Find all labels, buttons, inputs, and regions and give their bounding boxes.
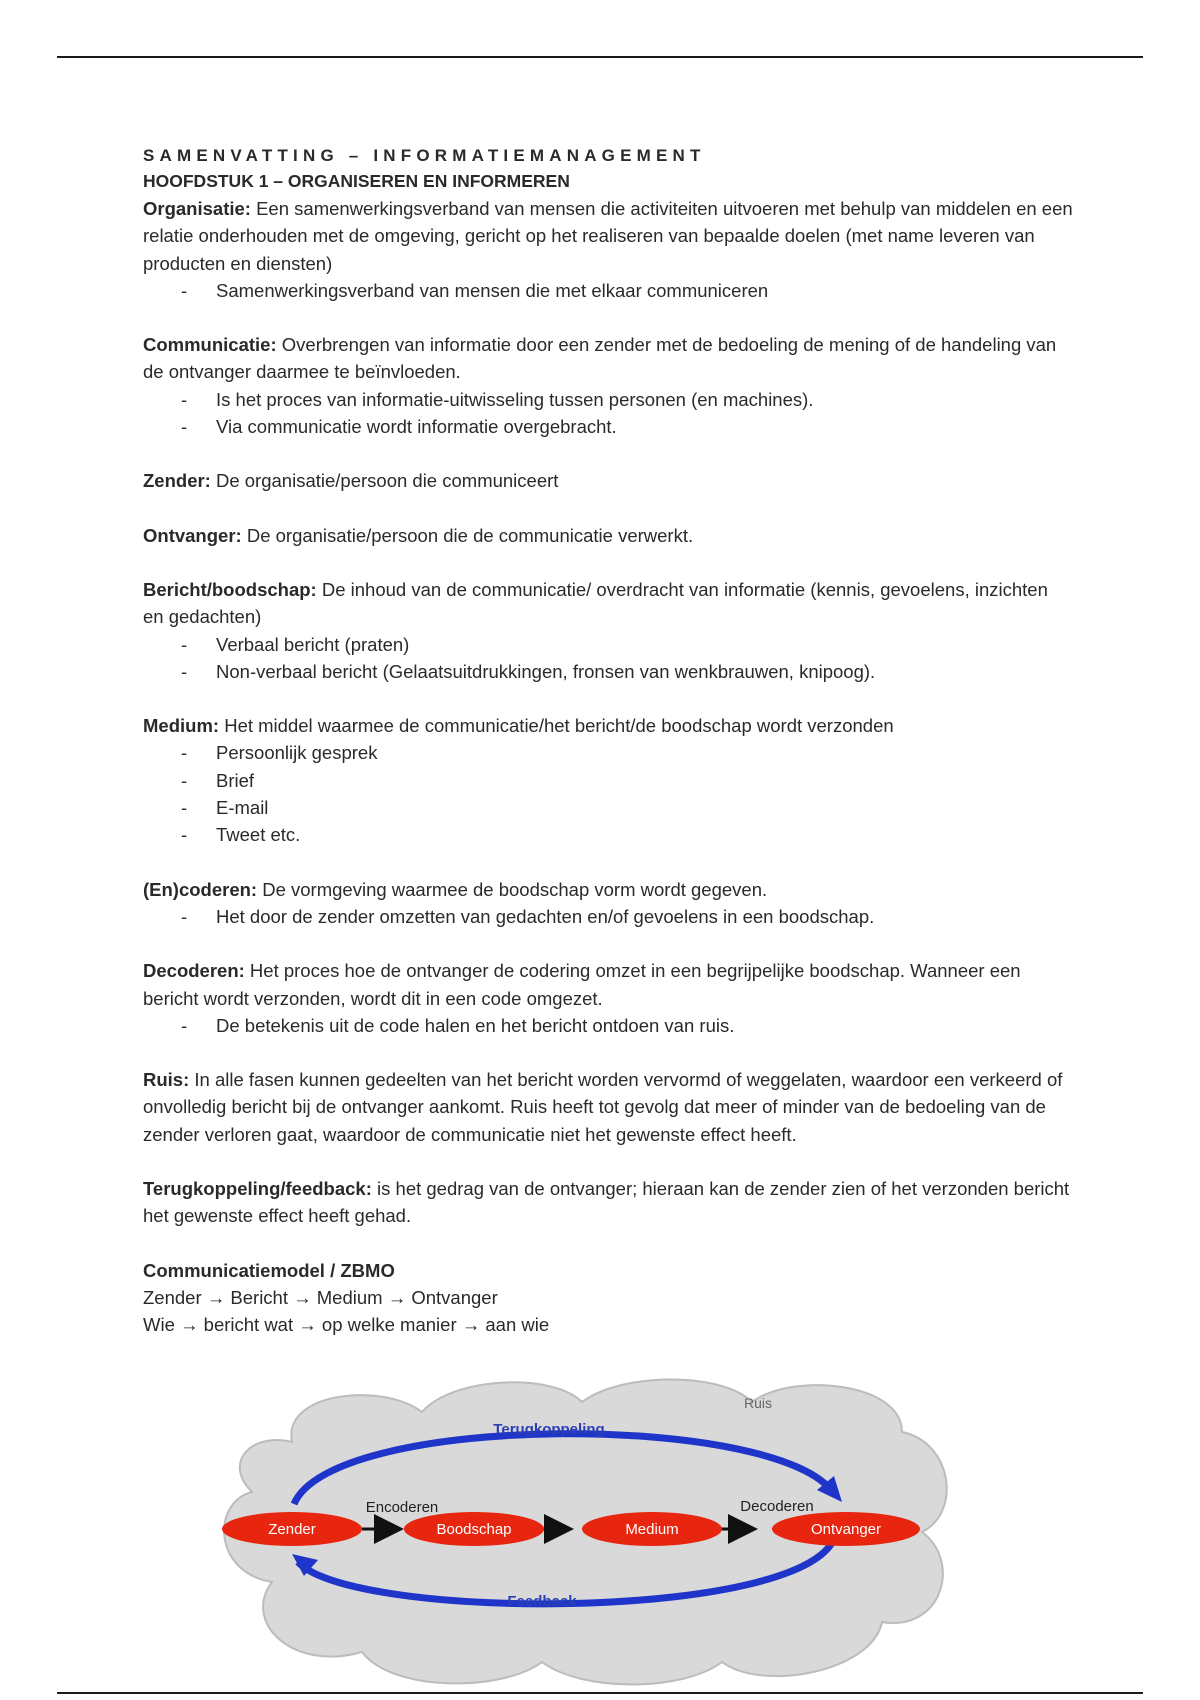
definition-section — [143, 957, 1073, 1039]
communication-diagram — [222, 1372, 958, 1692]
definition-text: Het proces hoe de ontvanger de codering omzet in een begrijpelijke boodschap. Wanneer een bericht wordt verzonden, wordt dit in een code omgezet. — [143, 960, 1021, 1009]
arrow-right-icon: → — [387, 1286, 407, 1308]
definition-paragraph — [143, 1066, 1073, 1148]
definition-paragraph — [143, 522, 1073, 549]
paragraph-gap — [143, 1230, 1073, 1257]
definition-paragraph — [143, 331, 1073, 386]
definition-text: De organisatie/persoon die de communicatie verwerkt. — [241, 524, 694, 546]
document-title: SAMENVATTING – INFORMATIEMANAGEMENT — [143, 146, 706, 165]
node-label-medium: Medium — [625, 1521, 679, 1538]
paragraph-gap — [143, 849, 1073, 876]
top-loop-label: Terugkoppeling — [493, 1421, 605, 1438]
arrow-right-icon: → — [298, 1314, 317, 1336]
definition-term: Organisatie: — [143, 198, 251, 219]
bullet-list — [143, 739, 1073, 848]
sections — [143, 195, 1073, 1257]
model-section — [143, 1257, 1073, 1339]
diagram-svg — [222, 1372, 958, 1692]
model-step: Wie — [143, 1314, 175, 1336]
paragraph-gap — [143, 304, 1073, 331]
arrow-right-icon: → — [180, 1314, 199, 1336]
definition-section — [143, 467, 1073, 494]
arrow-right-icon: → — [293, 1286, 312, 1308]
definition-text: Het middel waarmee de communicatie/het bericht/de boodschap wordt verzonden — [219, 715, 894, 737]
bullet-list — [143, 1012, 1073, 1039]
definition-term: Terugkoppeling/feedback: — [143, 1178, 372, 1200]
definition-term: Ontvanger: — [143, 524, 242, 546]
definition-paragraph — [143, 195, 1073, 277]
bullet-item: - Tweet etc. — [143, 821, 1073, 848]
definition-text: De vormgeving waarmee de boodschap vorm wordt gegeven. — [257, 878, 768, 900]
model-step: Ontvanger — [411, 1286, 498, 1308]
definition-term: Ruis: — [143, 1069, 190, 1091]
definition-text: De inhoud van de communicatie/ overdracht van informatie (kennis, gevoelens, inzichten en gedachten) — [143, 578, 1048, 628]
model-line-1 — [143, 1284, 1073, 1311]
bullet-list — [143, 386, 1073, 441]
definition-section — [143, 331, 1073, 440]
top-rule — [57, 56, 1143, 58]
bullet-list — [143, 903, 1073, 930]
paragraph-gap — [143, 1148, 1073, 1175]
definition-section — [143, 876, 1073, 931]
model-step: aan wie — [485, 1314, 550, 1336]
bullet-item: - Persoonlijk gesprek — [143, 739, 1073, 766]
model-line-2 — [143, 1311, 1073, 1338]
definition-term: Communicatie: — [143, 334, 277, 356]
bullet-item: - Samenwerkingsverband van mensen die met elkaar communiceren — [143, 277, 1073, 304]
bottom-rule — [57, 1692, 1143, 1694]
bullet-item: - Het door de zender omzetten van gedachten en/of gevoelens in een boodschap. — [143, 903, 1073, 930]
model-step: Bericht — [230, 1286, 288, 1308]
definition-paragraph — [143, 576, 1073, 631]
bullet-item: - E-mail — [143, 794, 1073, 821]
paragraph-gap — [143, 440, 1073, 467]
definition-text: Overbrengen van informatie door een zender met de bedoeling de mening of de handeling van de ontvanger daarmee te beïnvloeden. — [143, 334, 1057, 383]
definition-section — [143, 195, 1073, 304]
definition-term: (En)coderen: — [143, 878, 258, 900]
definition-section — [143, 712, 1073, 848]
definition-term: Bericht/boodschap: — [143, 578, 317, 600]
definition-term: Zender: — [143, 470, 211, 492]
decode-label: Decoderen — [740, 1498, 814, 1515]
noise-label: Ruis — [744, 1395, 773, 1411]
definition-paragraph — [143, 712, 1073, 739]
bullet-item: - Non-verbaal bericht (Gelaatsuitdrukkingen, fronsen van wenkbrauwen, knipoog). — [143, 658, 1073, 685]
node-label-ontvanger: Ontvanger — [810, 1521, 882, 1538]
bottom-loop-label: Feedback — [507, 1593, 577, 1610]
definition-text: In alle fasen kunnen gedeelten van het bericht worden vervormd of weggelaten, waardoor een verkeerd of onvolledig bericht bij de ontvanger aankomt. Ruis heeft tot gevolg dat meer of minder van de bedoeling van de zender verloren gaat, waardoor de communicatie niet het gewenste effect heeft. — [143, 1069, 1063, 1145]
bullet-list — [143, 277, 1073, 304]
model-step: op welke manier — [321, 1314, 457, 1336]
chapter-heading: HOOFDSTUK 1 – ORGANISEREN EN INFORMEREN — [143, 171, 570, 191]
bullet-list — [143, 631, 1073, 686]
document-body — [143, 145, 1073, 1339]
paragraph-gap — [143, 1039, 1073, 1066]
encode-label: Encoderen — [365, 1499, 439, 1516]
bullet-item: - Is het proces van informatie-uitwisseling tussen personen (en machines). — [143, 386, 1073, 413]
definition-section — [143, 1066, 1073, 1148]
paragraph-gap — [143, 495, 1073, 522]
bullet-item: - Verbaal bericht (praten) — [143, 631, 1073, 658]
definition-section — [143, 1175, 1073, 1230]
arrow-right-icon: → — [461, 1314, 481, 1336]
arrow-right-icon: → — [206, 1286, 226, 1308]
definition-paragraph — [143, 1175, 1073, 1230]
definition-text: is het gedrag van de ontvanger; hieraan kan de zender zien of het verzonden bericht het gewenste effect heeft gehad. — [143, 1178, 1070, 1227]
bullet-item: - De betekenis uit de code halen en het bericht ontdoen van ruis. — [143, 1012, 1073, 1039]
node-label-zender: Zender — [268, 1521, 316, 1538]
definition-section — [143, 576, 1073, 685]
definition-section — [143, 522, 1073, 549]
model-step: Medium — [316, 1286, 383, 1308]
definition-term: Medium: — [143, 715, 220, 737]
model-heading: Communicatiemodel / ZBMO — [143, 1259, 395, 1281]
paragraph-gap — [143, 549, 1073, 576]
definition-paragraph — [143, 467, 1073, 494]
definition-paragraph — [143, 876, 1073, 903]
model-step: bericht wat — [203, 1314, 294, 1336]
definition-text: De organisatie/persoon die communiceert — [210, 470, 559, 492]
bullet-item: - Via communicatie wordt informatie overgebracht. — [143, 413, 1073, 440]
model-step: Zender — [143, 1286, 202, 1308]
definition-text: Een samenwerkingsverband van mensen die activiteiten uitvoeren met behulp van middelen en een relatie onderhouden met de omgeving, gericht op het realiseren van bepaalde doelen (met name leveren van producten en diensten) — [143, 198, 1073, 274]
node-label-boodschap: Boodschap — [436, 1521, 512, 1538]
paragraph-gap — [143, 930, 1073, 957]
bullet-item: - Brief — [143, 767, 1073, 794]
paragraph-gap — [143, 685, 1073, 712]
definition-paragraph — [143, 957, 1073, 1012]
definition-term: Decoderen: — [143, 960, 245, 982]
